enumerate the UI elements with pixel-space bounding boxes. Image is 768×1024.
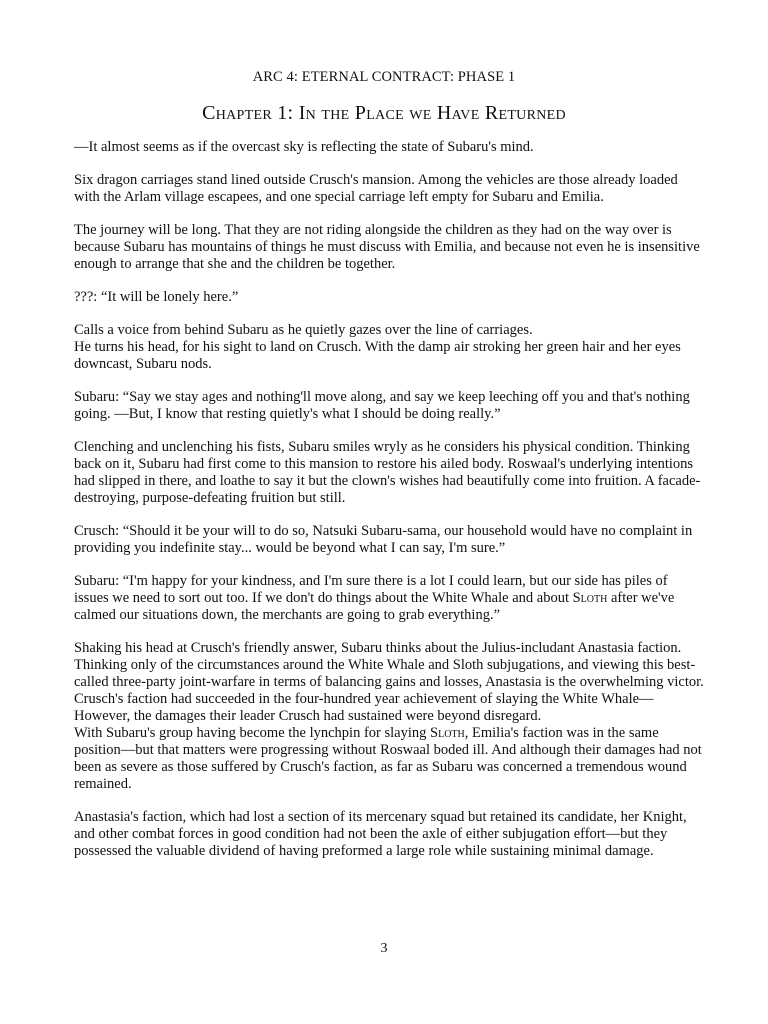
paragraph: Thinking only of the circumstances around the White Whale and Sloth subjugations, and viewing this best-called three-party joint-warfare in terms of balancing gains and losses, Anastasia is the overwhelming victor. bbox=[74, 657, 704, 690]
paragraph: Six dragon carriages stand lined outside Crusch's mansion. Among the vehicles are those already loaded with the Arlam village escapees, and one special carriage left empty for Subaru and Emilia. bbox=[74, 172, 678, 205]
paragraph: Calls a voice from behind Subaru as he quietly gazes over the line of carriages. bbox=[74, 322, 533, 338]
text-run: With Subaru's group having become the lynchpin for slaying bbox=[74, 725, 431, 741]
paragraph: Anastasia's faction, which had lost a section of its mercenary squad but retained its candidate, her Knight, and other combat forces in good condition had not been the axle of either subjugation effort—but they possessed the valuable dividend of having preformed a large role while sustaining minimal damage. bbox=[74, 809, 687, 859]
page-number: 3 bbox=[380, 941, 388, 956]
paragraph: He turns his head, for his sight to land on Crusch. With the damp air stroking her green hair and her eyes downcast, Subaru nods. bbox=[74, 339, 681, 372]
text-run: after we've calmed our situations down, the merchants are going to grab everything.” bbox=[74, 590, 675, 623]
paragraph: —It almost seems as if the overcast sky is reflecting the state of Subaru's mind. bbox=[74, 139, 534, 155]
paragraph: Shaking his head at Crusch's friendly answer, Subaru thinks about the Julius-includant Anastasia faction. bbox=[74, 640, 682, 656]
paragraph: Crusch's faction had succeeded in the four-hundred year achievement of slaying the White Whale—However, the damages their leader Crusch had sustained were beyond disregard. bbox=[74, 691, 654, 724]
dialogue-line: Crusch: “Should it be your will to do so, Natsuki Subaru-sama, our household would have no complaint in providing you indefinite stay... would be beyond what I can say, I'm sure.” bbox=[74, 523, 693, 556]
dialogue-line: Subaru: “Say we stay ages and nothing'll move along, and say we keep leeching off you and that's nothing going. —But, I know that resting quietly's what I should be doing really.” bbox=[74, 389, 690, 422]
chapter-title: Chapter 1: In the Place we Have Returned bbox=[202, 102, 566, 124]
paragraph bbox=[74, 725, 704, 793]
dialogue-line bbox=[74, 573, 704, 624]
paragraph: The journey will be long. That they are not riding alongside the children as they had on the way over is because Subaru has mountains of things he must discuss with Emilia, and because not even he is insensitive enough to arrange that she and the children be together. bbox=[74, 222, 700, 272]
sloth-small-caps: Sloth bbox=[572, 590, 608, 606]
dialogue-line: ???: “It will be lonely here.” bbox=[74, 289, 239, 305]
chapter-body bbox=[74, 139, 704, 876]
text-run: Subaru: “I'm happy for your kindness, and I'm sure there is a lot I could learn, but our side has piles of issues we need to sort out too. If we don't do things about the White Whale and about bbox=[74, 573, 668, 606]
paragraph: Clenching and unclenching his fists, Subaru smiles wryly as he considers his physical condition. Thinking back on it, Subaru had first come to this mansion to restore his ailed body. Roswaal's underlying intentions had slipped in there, and loathe to say it but the clown's wishes had beautifully come into fruition. A facade-destroying, purpose-defeating fruition but still. bbox=[74, 439, 701, 506]
sloth-small-caps: Sloth bbox=[430, 725, 465, 741]
text-run: , Emilia's faction was in the same position—but that matters were progressing without Roswaal boded ill. And although their damages had not been as severe as those suffered by Crusch's faction, as far as Subaru was concerned a tremendous wound remained. bbox=[74, 725, 702, 792]
arc-title: ARC 4: ETERNAL CONTRACT: PHASE 1 bbox=[252, 69, 516, 85]
